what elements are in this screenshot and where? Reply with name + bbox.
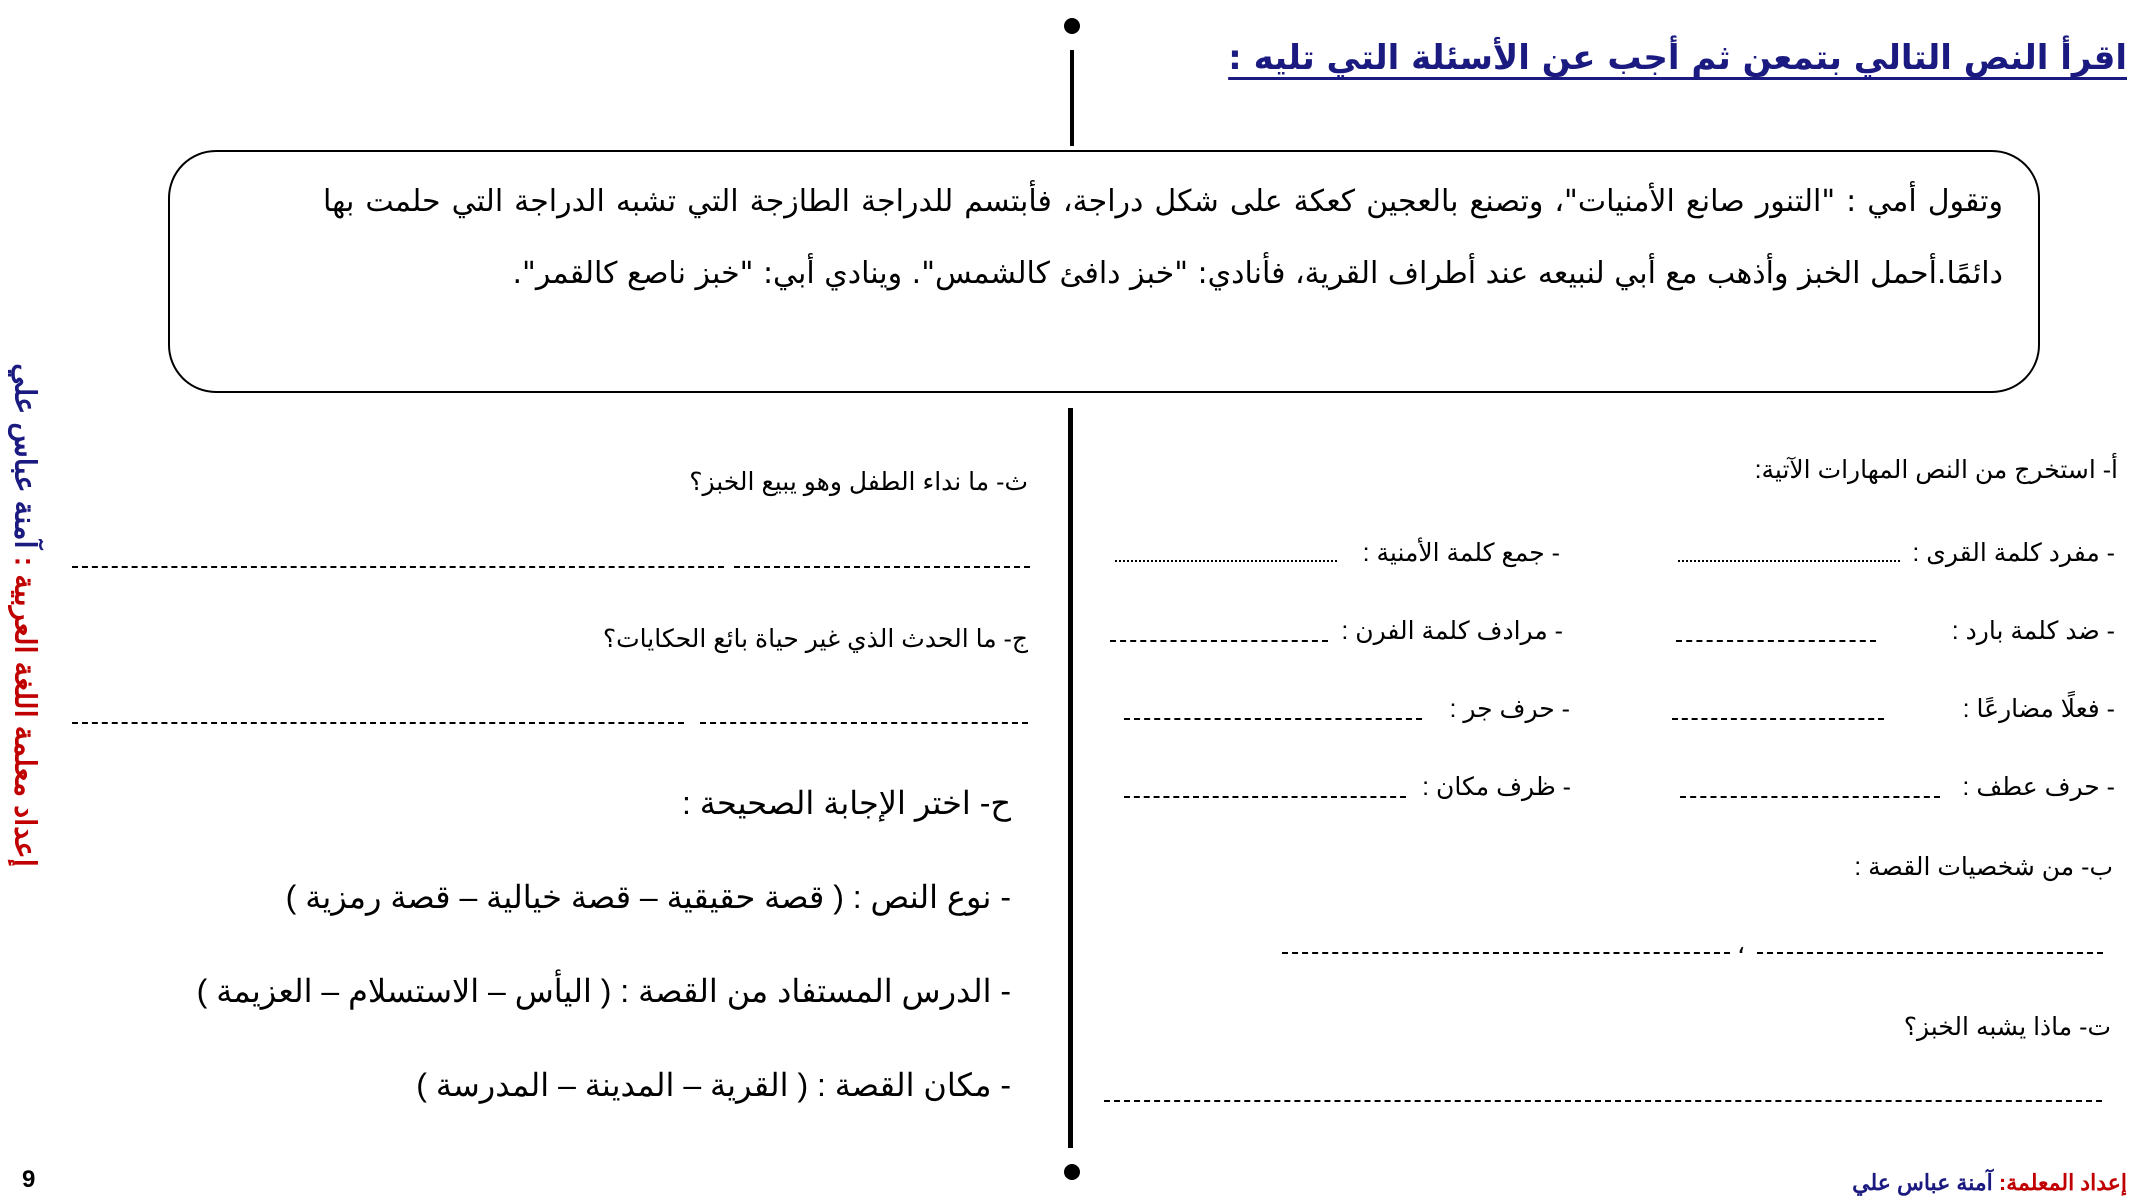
answer-line[interactable] [700, 722, 1028, 724]
skill-synonym-furn: - مرادف كلمة الفرن : [1341, 617, 1563, 645]
passage-text: وتقول أمي : "التنور صانع الأمنيات"، وتصنع بالعجين كعكة على شكل دراجة، فأبتسم للدراجة الطازجة التي تشبه الدراجة التي حلمت بها دائمًا.أحمل الخبز وأذهب مع أبي لنبيعه عند أطراف القرية، فأنادي: "خبز دافئ كالشمس". وينادي أبي: "خبز ناصع كالقمر". [323, 184, 2003, 291]
skill-plural-umniya: - جمع كلمة الأمنية : [1362, 539, 1560, 567]
choice-story-place: - مكان القصة : ( القرية – المدينة – المدرسة ) [416, 1067, 1011, 1103]
answer-line[interactable] [1124, 718, 1422, 720]
footer-name: آمنة عباس علي [1852, 1170, 1993, 1195]
skill-adverb-place: - ظرف مكان : [1422, 773, 1571, 801]
choice-lesson: - الدرس المستفاد من القصة : ( اليأس – الاستسلام – العزيمة ) [196, 973, 1011, 1009]
answer-line[interactable] [1115, 560, 1337, 562]
skill-antonym-barid: - ضد كلمة بارد : [1951, 617, 2115, 645]
answer-line[interactable] [1110, 640, 1328, 642]
answer-line[interactable] [1676, 640, 1876, 642]
answer-line[interactable] [1757, 952, 2103, 954]
choice-text-type: - نوع النص : ( قصة حقيقية – قصة خيالية – قصة رمزية ) [285, 879, 1011, 915]
divider-bottom-dot [1064, 1164, 1080, 1180]
answer-line[interactable] [1282, 952, 1730, 954]
comma-separator: ، [1737, 931, 1746, 959]
question-t: ت- ماذا يشبه الخبز؟ [1903, 1013, 2111, 1041]
skill-conjunction: - حرف عطف : [1962, 773, 2115, 801]
question-th: ث- ما نداء الطفل وهو يبيع الخبز؟ [689, 468, 1028, 496]
skill-singular-qura: - مفرد كلمة القرى : [1912, 539, 2115, 567]
question-h: ح- اختر الإجابة الصحيحة : [682, 785, 1011, 821]
answer-line[interactable] [1104, 1100, 2102, 1102]
side-label-title: إعداد معلمة اللغة العربية : [8, 556, 41, 867]
answer-line[interactable] [1678, 560, 1900, 562]
footer-label: إعداد المعلمة: [1998, 1170, 2127, 1195]
question-a: أ- استخرج من النص المهارات الآتية: [1754, 456, 2118, 484]
answer-line[interactable] [72, 722, 684, 724]
skill-present-verb: - فعلًا مضارعًا : [1962, 695, 2115, 723]
side-label-name: آمنة عباس علي [8, 363, 41, 549]
column-divider-top [1070, 50, 1074, 146]
answer-line[interactable] [1672, 718, 1884, 720]
footer-credit [1852, 1170, 2127, 1196]
instruction-heading: اقرأ النص التالي بتمعن ثم أجب عن الأسئلة التي تليه : [1228, 38, 2127, 78]
answer-line[interactable] [1124, 796, 1406, 798]
skill-preposition: - حرف جر : [1449, 695, 1570, 723]
side-label [4, 285, 46, 945]
question-b: ب- من شخصيات القصة : [1854, 853, 2113, 881]
answer-line[interactable] [72, 566, 724, 568]
column-divider [1068, 408, 1073, 1148]
divider-top-dot [1064, 18, 1080, 34]
answer-line[interactable] [1680, 796, 1940, 798]
answer-line[interactable] [734, 566, 1030, 568]
page-number: 9 [22, 1166, 36, 1193]
question-j: ج- ما الحدث الذي غير حياة بائع الحكايات؟ [602, 625, 1028, 653]
